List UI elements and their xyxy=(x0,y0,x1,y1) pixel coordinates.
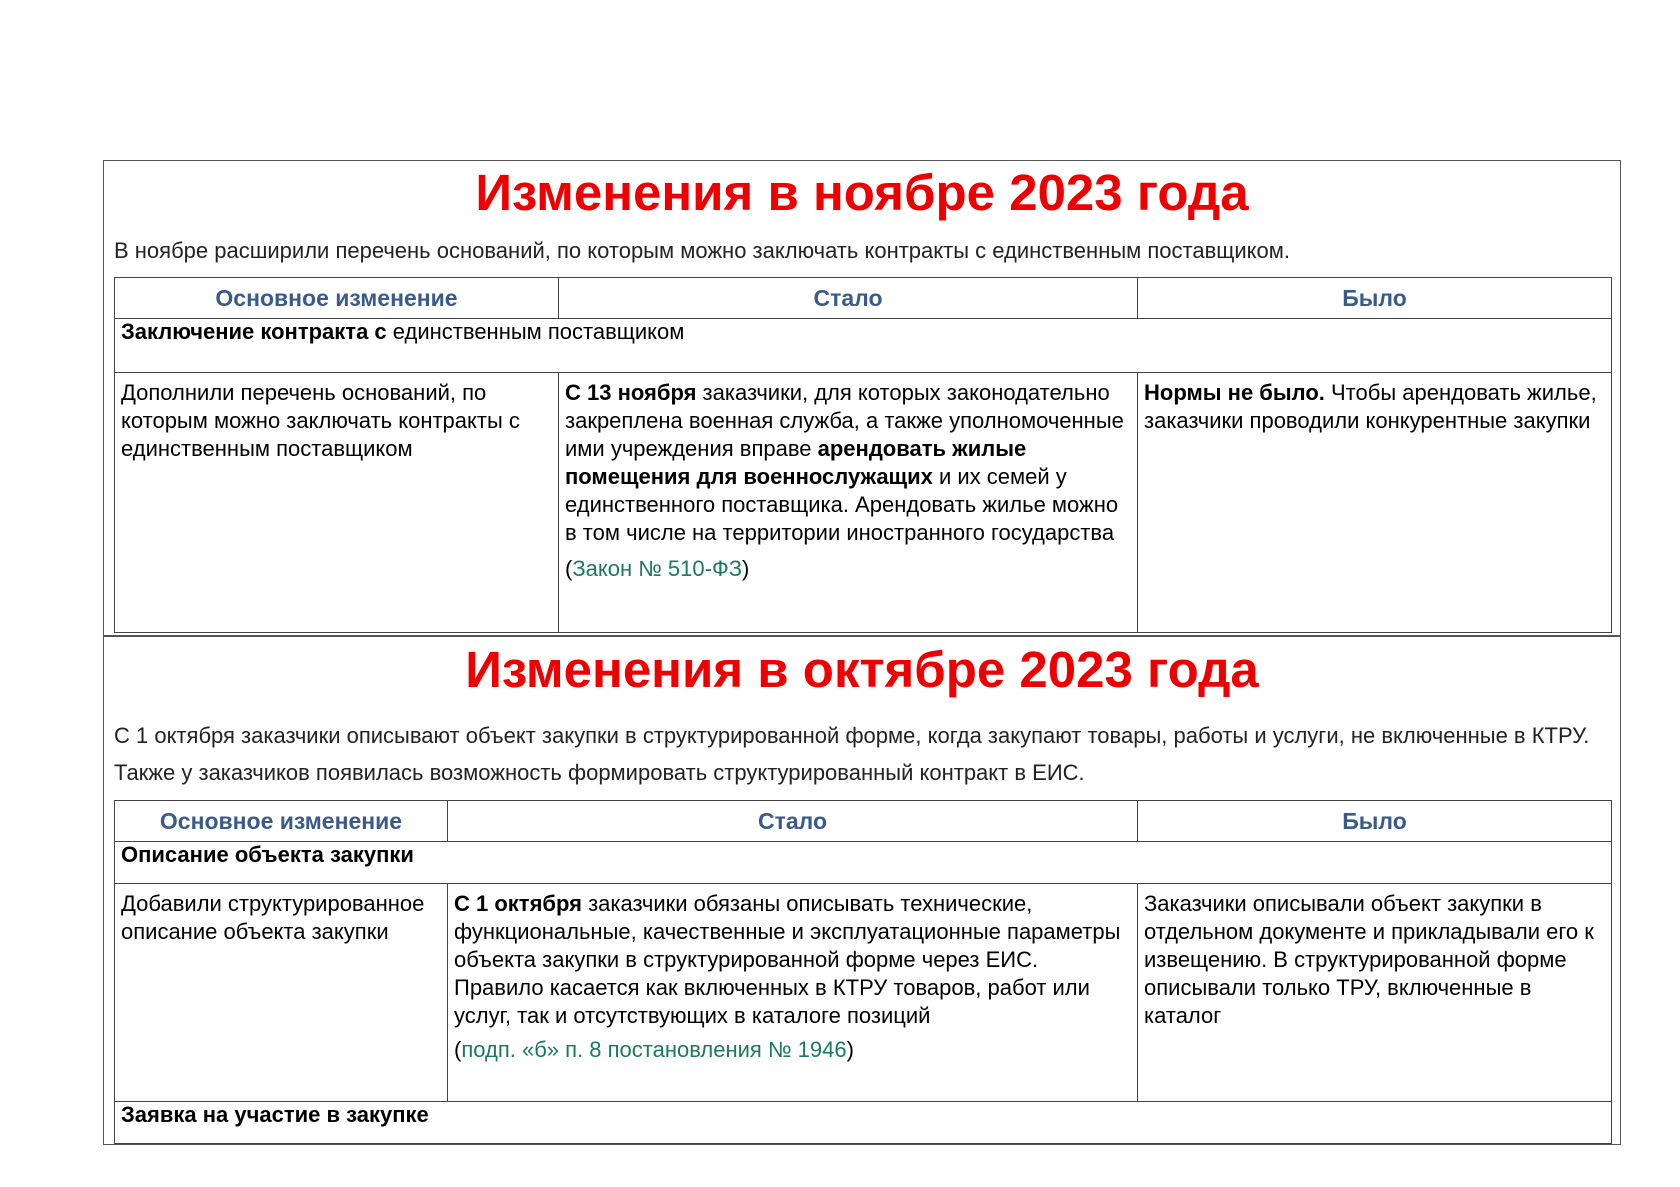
law-link[interactable]: Закон № 510-ФЗ xyxy=(572,556,742,581)
header-main-change: Основное изменение xyxy=(115,278,559,319)
section-title-bold: Описание объекта закупки xyxy=(121,842,414,867)
header-was: Было xyxy=(1138,801,1612,842)
table-section-row xyxy=(115,319,1612,373)
now-text xyxy=(565,379,1131,547)
section-title-bold: Заявка на участие в закупке xyxy=(121,1102,429,1127)
section-title-bold: Заключение контракта с xyxy=(121,319,387,344)
now-reference xyxy=(454,1036,1131,1064)
october-section xyxy=(103,636,1621,1145)
header-main-change: Основное изменение xyxy=(115,801,448,842)
was-text xyxy=(1144,379,1605,435)
october-intro: С 1 октября заказчики описывают объект закупки в структурированной форме, когда закупают товары, работы и услуги, не включенные в КТРУ. Также у заказчиков появилась возможность формировать структурированный контракт в ЕИС. xyxy=(114,723,1590,785)
now-text xyxy=(454,890,1131,1030)
cell-main-change xyxy=(115,884,448,1102)
now-bold-phrase: арендовать жилые помещения для военнослужащих xyxy=(565,436,1027,489)
cell-main-change xyxy=(115,373,559,633)
now-text-part2: и их семей у единственного поставщика. Арендовать жилье можно в том числе на территории иностранного государства xyxy=(565,464,1119,545)
section-title-rest: единственным поставщиком xyxy=(386,319,685,344)
table-row xyxy=(115,373,1612,633)
october-title: Изменения в октябре 2023 года xyxy=(465,641,1259,698)
table-section-row xyxy=(115,842,1612,884)
section-title xyxy=(115,1102,1612,1144)
was-text: Заказчики описывали объект закупки в отдельном документе и прикладывали его к извещению. В структурированной форме описывали только ТРУ, включенные в каталог xyxy=(1144,891,1594,1028)
now-bold-date: С 13 ноября xyxy=(565,380,697,405)
decree-link[interactable]: подп. «б» п. 8 постановления № 1946 xyxy=(461,1037,847,1062)
was-bold: Нормы не было. xyxy=(1144,380,1325,405)
november-table xyxy=(114,277,1612,633)
ref-open: ( xyxy=(565,556,573,581)
table-header-row xyxy=(115,278,1612,319)
was-rest: Чтобы арендовать жилье, заказчики проводили конкурентные закупки xyxy=(1144,380,1597,433)
table-row xyxy=(115,884,1612,1102)
main-change-text: Дополнили перечень оснований, по которым можно заключать контракты с единственным поставщиком xyxy=(121,380,520,461)
ref-close: ) xyxy=(846,1037,854,1062)
cell-was xyxy=(1138,884,1612,1102)
cell-was xyxy=(1138,373,1612,633)
now-text-part1: заказчики обязаны описывать технические, функциональные, качественные и эксплуатационные параметры объекта закупки в структурированной форме через ЕИС. Правило касается как включенных в КТРУ товаров, работ или услуг, так и отсутствующих в каталоге позиций xyxy=(454,891,1121,1028)
november-section xyxy=(103,160,1621,636)
now-bold-date: С 1 октября xyxy=(454,891,582,916)
section-title xyxy=(115,842,1612,884)
ref-close: ) xyxy=(741,556,750,581)
header-now: Стало xyxy=(448,801,1138,842)
table-section-row xyxy=(115,1102,1612,1144)
cell-now xyxy=(559,373,1138,633)
section-title xyxy=(115,319,1612,373)
october-table xyxy=(114,800,1612,1144)
table-header-row xyxy=(115,801,1612,842)
header-was: Было xyxy=(1138,278,1612,319)
cell-now xyxy=(448,884,1138,1102)
november-intro: В ноябре расширили перечень оснований, по которым можно заключать контракты с единственным поставщиком. xyxy=(114,238,1291,263)
now-reference xyxy=(565,555,1131,583)
ref-open: ( xyxy=(454,1037,462,1062)
november-title: Изменения в ноябре 2023 года xyxy=(475,164,1249,221)
now-text-part1: заказчики, для которых законодательно закреплена военная служба, а также уполномоченные ими учреждения вправе xyxy=(565,380,1124,461)
main-change-text: Добавили структурированное описание объекта закупки xyxy=(121,891,425,944)
header-now: Стало xyxy=(559,278,1138,319)
